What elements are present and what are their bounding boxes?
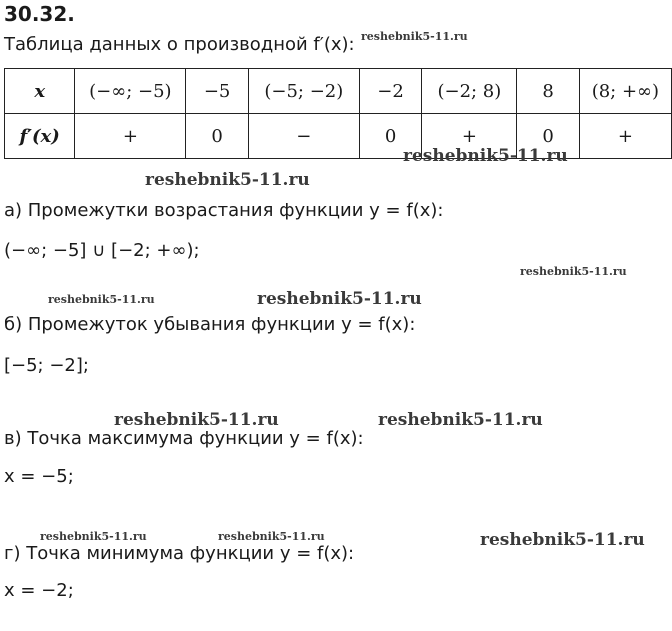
table-cell: (−5; −2) [248, 69, 359, 114]
answer-b: [−5; −2]; [4, 355, 89, 376]
table-cell: −5 [186, 69, 248, 114]
watermark: reshebnik5-11.ru [520, 265, 627, 278]
table-cell: 0 [359, 114, 421, 159]
watermark: reshebnik5-11.ru [361, 30, 468, 43]
table-cell: + [422, 114, 517, 159]
table-cell: + [75, 114, 186, 159]
watermark: reshebnik5-11.ru [403, 146, 568, 166]
table-cell: − [248, 114, 359, 159]
watermark: reshebnik5-11.ru [257, 289, 422, 309]
watermark: reshebnik5-11.ru [145, 170, 310, 190]
watermark: reshebnik5-11.ru [480, 530, 645, 550]
table-cell: (−2; 8) [422, 69, 517, 114]
question-b: б) Промежуток убывания функции y = f(x): [4, 314, 416, 335]
table-cell: 0 [517, 114, 579, 159]
table-header-x: x [5, 69, 75, 114]
watermark: reshebnik5-11.ru [378, 410, 543, 430]
watermark: reshebnik5-11.ru [114, 410, 279, 430]
table-row-derivative [5, 114, 672, 159]
table-header-derivative: f′(x) [5, 114, 75, 159]
watermark: reshebnik5-11.ru [40, 530, 147, 543]
question-a: а) Промежутки возрастания функции y = f(x): [4, 200, 444, 221]
answer-d: x = −2; [4, 580, 74, 601]
question-c: в) Точка максимума функции y = f(x): [4, 428, 364, 449]
problem-number: 30.32. [4, 2, 75, 26]
table-cell: + [579, 114, 671, 159]
table-row-x [5, 69, 672, 114]
table-cell: 0 [186, 114, 248, 159]
table-intro: Таблица данных о производной f′(x): [4, 34, 355, 55]
watermark: reshebnik5-11.ru [48, 293, 155, 306]
table-cell: −2 [359, 69, 421, 114]
answer-c: x = −5; [4, 466, 74, 487]
table-cell: (8; +∞) [579, 69, 671, 114]
question-d: г) Точка минимума функции y = f(x): [4, 543, 355, 564]
table-cell: (−∞; −5) [75, 69, 186, 114]
watermark: reshebnik5-11.ru [218, 530, 325, 543]
answer-a: (−∞; −5] ∪ [−2; +∞); [4, 240, 200, 261]
table-cell: 8 [517, 69, 579, 114]
derivative-table [4, 68, 672, 159]
